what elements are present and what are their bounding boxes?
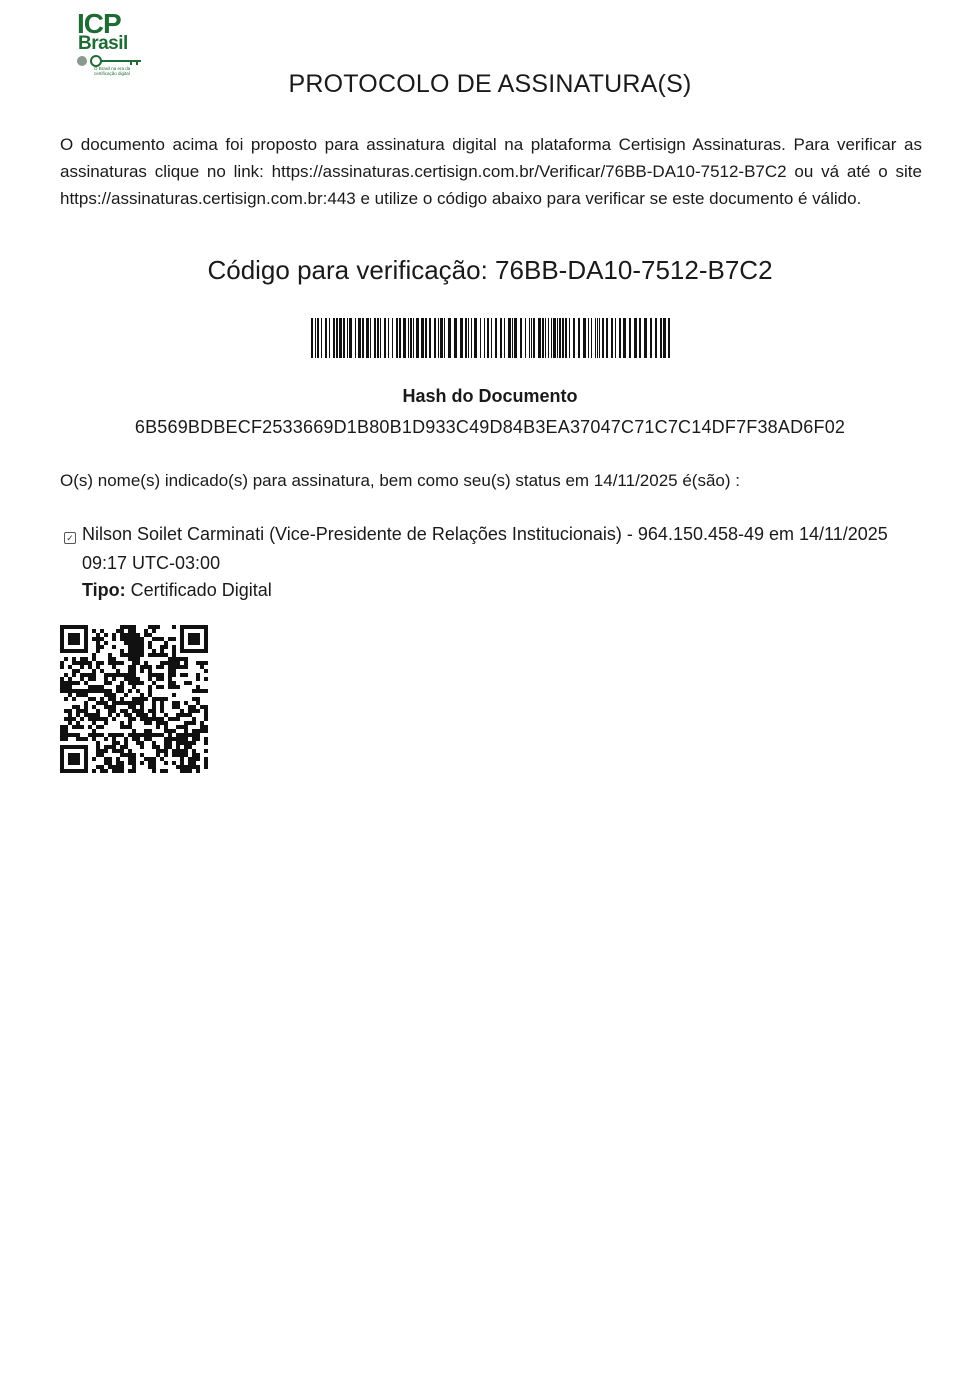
page-title: PROTOCOLO DE ASSINATURA(S) — [288, 70, 692, 98]
intro-paragraph: O documento acima foi proposto para assinatura digital na plataforma Certisign Assinaturas. Para verificar as assinaturas clique no link: https://assinaturas.certisign.com.br/Verificar/76BB-DA10-7512-B7C2 ou vá até o site https://assinaturas.certisign.com.br:443 e utilize o código abaixo para verificar se este documento é válido. — [60, 135, 922, 208]
hash-title: Hash do Documento — [402, 386, 578, 406]
tipo-value: Certificado Digital — [130, 580, 272, 600]
logo-tagline: O Brasil na era da certificação digital — [94, 66, 131, 76]
verification-code: Código para verificação: 76BB-DA10-7512-B7C2 — [207, 255, 773, 285]
logo-brasil-text: Brasil — [78, 33, 128, 54]
logo-icp-text: ICP — [77, 8, 121, 39]
signer-tipo — [82, 580, 272, 601]
tipo-label: Tipo: — [82, 580, 126, 600]
qr-code[interactable] — [60, 625, 208, 773]
signer-name: Nilson Soilet Carminati (Vice-Presidente de Relações Institucionais) - 964.150.458-49 em 14/11/2025 09:17 UTC-03:00 — [82, 524, 888, 573]
status-text: O(s) nome(s) indicado(s) para assinatura, bem como seu(s) status em 14/11/2025 é(são) : — [60, 471, 740, 490]
hash-value: 6B569BDBECF2533669D1B80B1D933C49D84B3EA37047C71C7C14DF7F38AD6F02 — [134, 417, 846, 437]
barcode — [311, 318, 671, 358]
checkbox-checked-icon: ✓ — [64, 532, 76, 544]
